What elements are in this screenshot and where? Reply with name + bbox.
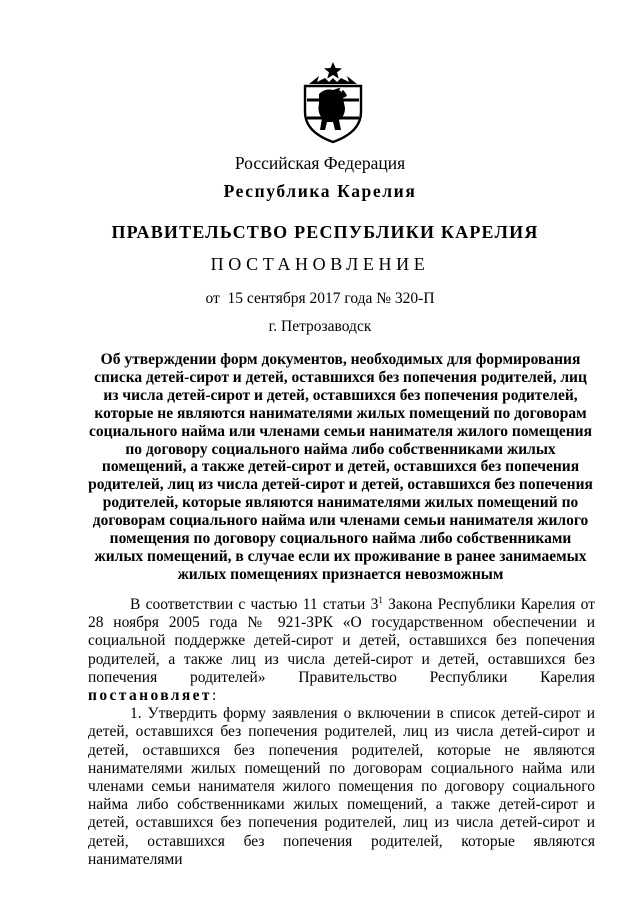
republic-name: Республика Карелия: [223, 181, 417, 201]
document-body: [88, 596, 595, 869]
document-city: г. Петрозаводск: [268, 318, 372, 335]
resolves-colon: :: [211, 687, 217, 705]
government-name: ПРАВИТЕЛЬСТВО РЕСПУБЛИКИ КАРЕЛИЯ: [111, 222, 539, 242]
item-1-paragraph: 1. Утвердить форму заявления о включении в список детей-сирот и детей, оставшихся без попечения родителей, лиц из числа детей-сирот и детей, оставшихся без попечения родителей, которые не являются нанимателями жилых помещений по договорам социального найма или членами семьи нанимателя жилого помещения по договору социального найма либо собственниками жилых помещений, а также детей-сирот и детей, оставшихся без попечения родителей, лиц из числа детей-сирот и детей, оставшихся без попечения родителей, которые являются нанимателями: [88, 705, 595, 868]
preamble-paragraph: [88, 596, 595, 705]
article-superscript: 1: [378, 594, 383, 605]
country-name: Российская Федерация: [234, 153, 406, 173]
document-title: Об утверждении форм документов, необходимых для формирования списка детей-сирот и детей, оставшихся без попечения родителей, лиц из числа детей-сирот и детей, оставшихся без попечения родителей, которые не являются нанимателями жилых помещений по договорам социального найма или членами семьи нанимателя жилого помещения по договору социального найма либо собственниками жилых помещений, а также детей-сирот и детей, оставшихся без попечения родителей, лиц из числа детей-сирот и детей, оставшихся без попечения родителей, которые являются нанимателями жилых помещений по договорам социального найма или членами семьи нанимателя жилого помещения по договору социального найма либо собственниками жилых помещений, в случае если их проживание в ранее занимаемых жилых помещениях признается невозможным: [88, 351, 593, 583]
document-type: ПОСТАНОВЛЕНИЕ: [210, 254, 430, 274]
karelia-coat-of-arms-icon: [295, 60, 371, 144]
preamble-text-continued: Закона Республики Карелия от 28 ноября 2005 года № 921-ЗРК «О государственном обеспечении и социальной поддержке детей-сирот и детей, оставшихся без попечения родителей, а также лиц из числа детей-сирот и детей, оставшихся без попечения родителей» Правительство Республики Карелия: [88, 596, 595, 686]
resolves-keyword: постановляет: [88, 687, 212, 705]
document-date-number: от 15 сентября 2017 года № 320-П: [205, 290, 435, 307]
preamble-text: В соответствии с частью 11 статьи 3: [130, 596, 379, 613]
